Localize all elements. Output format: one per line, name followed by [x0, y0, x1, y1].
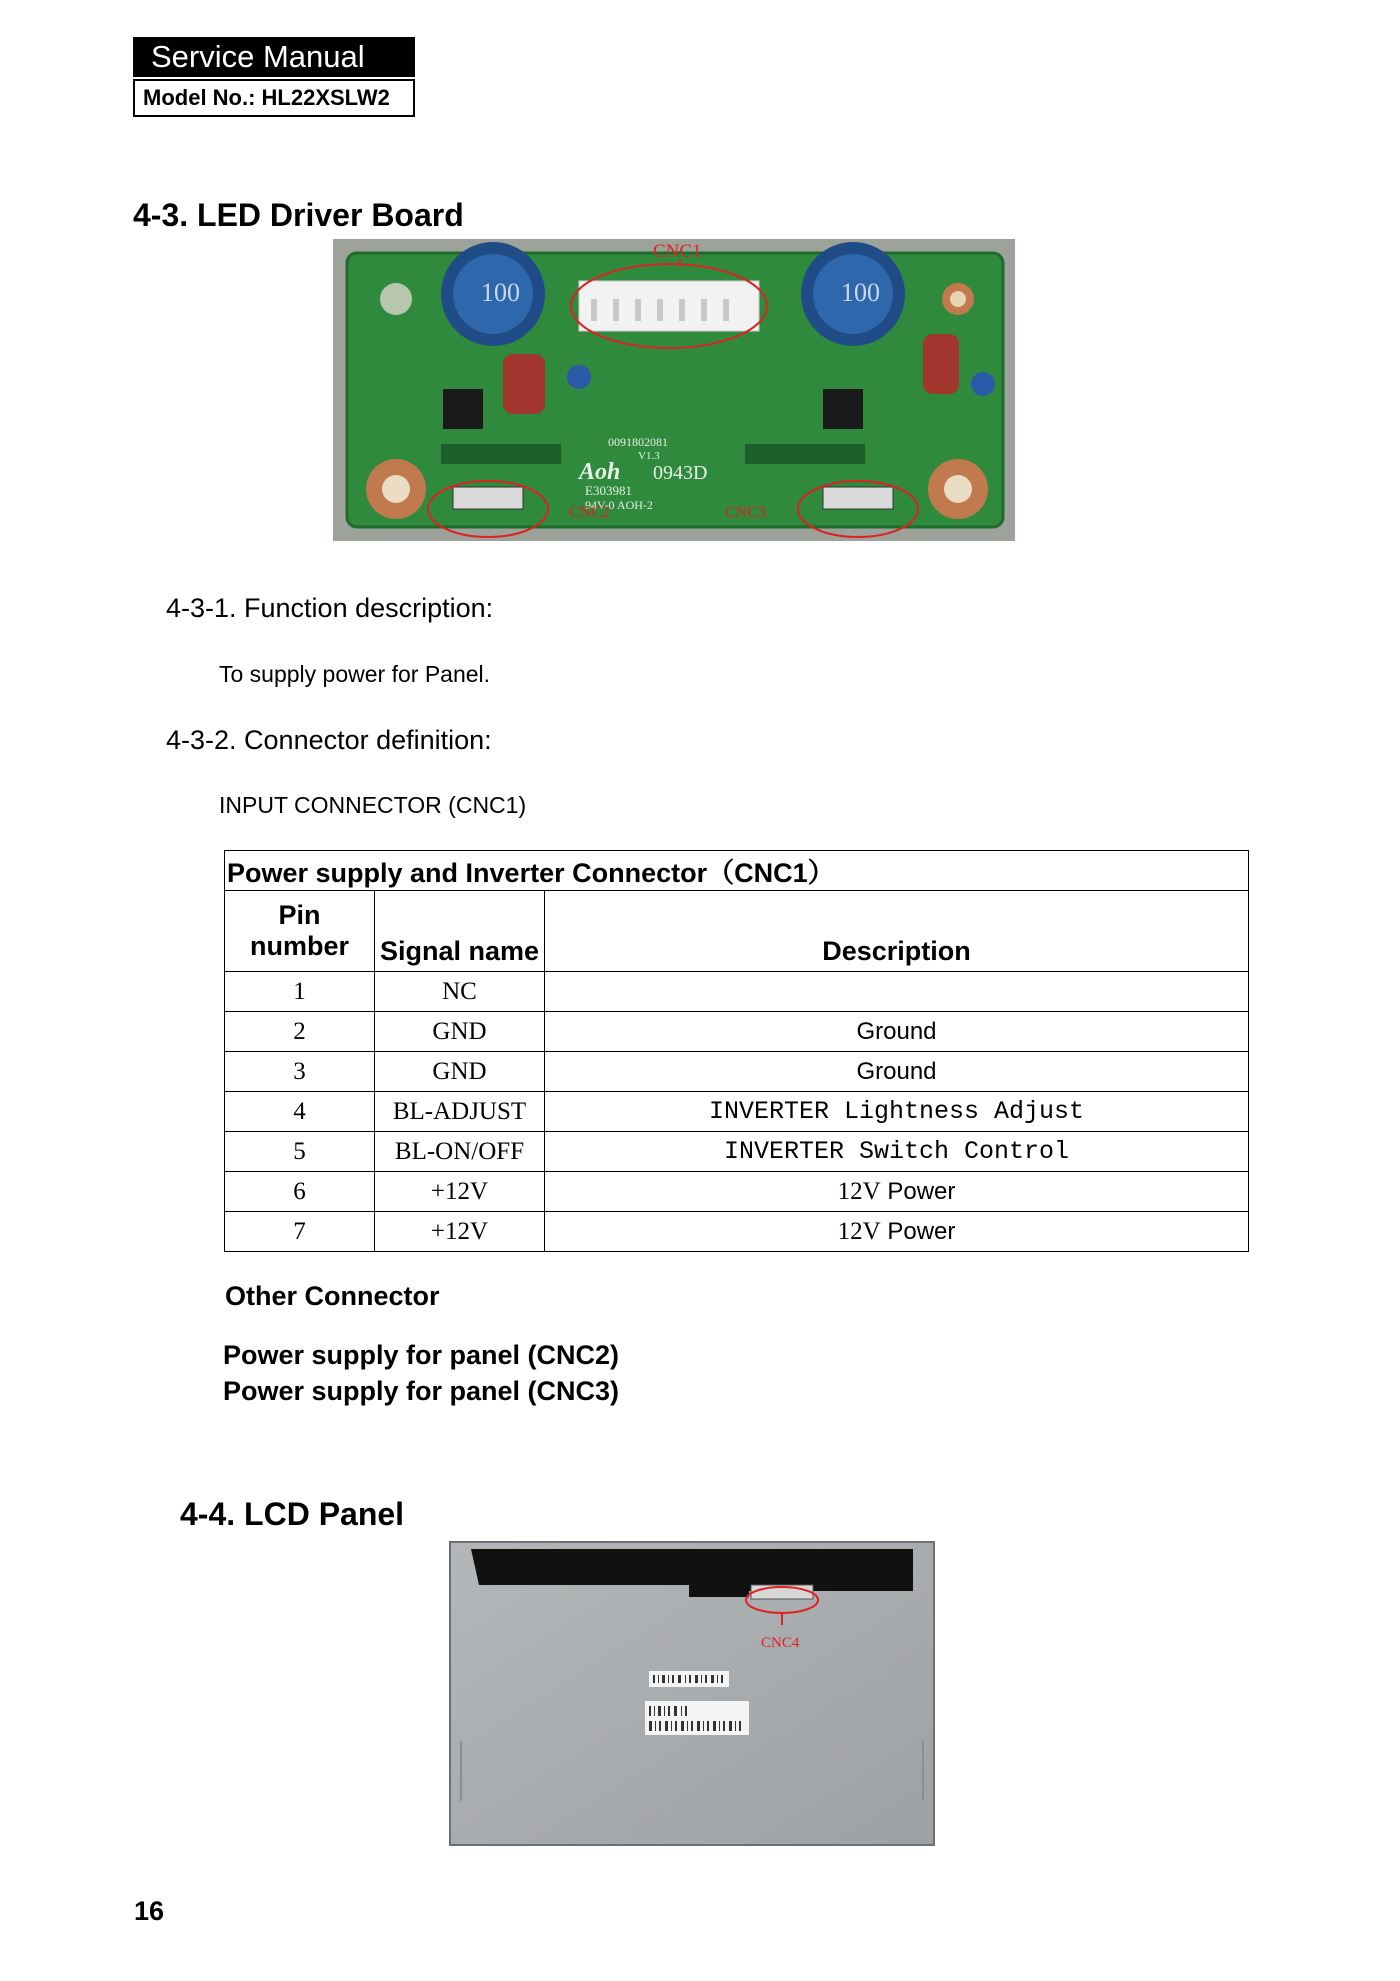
description-value: 12V	[837, 1217, 881, 1245]
cnc3-connector	[823, 487, 893, 509]
header-description: Description	[545, 891, 1249, 972]
ic-chip	[823, 389, 863, 429]
description-cell	[545, 1172, 1249, 1212]
pin-number-cell: 3	[225, 1052, 375, 1092]
description-text: INVERTER Lightness Adjust	[708, 1097, 1085, 1126]
section-title-lcd-panel: 4-4. LCD Panel	[180, 1496, 405, 1532]
pcb-date: 0943D	[653, 462, 708, 484]
connector-definition-title: 4-3-2. Connector definition:	[166, 725, 492, 755]
pcb-code: 0091802081	[608, 435, 668, 449]
header-pin-line2: number	[249, 931, 349, 961]
ic-chip	[443, 389, 483, 429]
inductor-label: 100	[481, 278, 520, 307]
description-cell	[545, 1132, 1249, 1172]
table-row	[225, 1132, 1249, 1172]
cnc4-callout: CNC4	[761, 1635, 800, 1651]
table-row	[225, 1052, 1249, 1092]
header-signal-name: Signal name	[375, 891, 545, 972]
cnc1-pin-table	[224, 850, 1249, 1252]
signal-name-cell: +12V	[375, 1212, 545, 1252]
page-number: 16	[134, 1896, 165, 1926]
signal-name-cell: GND	[375, 1052, 545, 1092]
input-connector-label: INPUT CONNECTOR (CNC1)	[219, 792, 527, 818]
description-cell	[545, 1092, 1249, 1132]
pcb-version: V1.3	[638, 450, 660, 462]
table-row	[225, 1212, 1249, 1252]
cnc3-callout: CNC3	[725, 504, 766, 521]
capacitor	[923, 334, 959, 394]
description-text: INVERTER Switch Control	[723, 1137, 1070, 1166]
lcd-panel-photo	[449, 1541, 935, 1846]
header-pin-number	[225, 891, 375, 972]
led-driver-board-photo	[333, 239, 1015, 541]
function-description-text: To supply power for Panel.	[219, 661, 491, 687]
description-unit: Power	[880, 1217, 956, 1245]
description-text: Ground	[856, 1057, 937, 1085]
inductor-label: 100	[841, 278, 880, 307]
capacitor	[503, 354, 545, 414]
cnc2-callout: CNC2	[569, 504, 610, 521]
manual-title: Service Manual	[133, 37, 415, 77]
table-caption: Power supply and Inverter Connector（CNC1）	[225, 851, 1249, 891]
signal-name-cell: GND	[375, 1012, 545, 1052]
signal-name-cell: +12V	[375, 1172, 545, 1212]
table-row	[225, 1172, 1249, 1212]
other-connector-cnc3: Power supply for panel (CNC3)	[223, 1376, 620, 1406]
mount-hole	[380, 283, 412, 315]
other-connector-cnc2: Power supply for panel (CNC2)	[223, 1340, 620, 1370]
description-cell	[545, 1012, 1249, 1052]
description-text: Ground	[856, 1017, 937, 1045]
description-value: 12V	[837, 1177, 881, 1205]
cnc1-callout: CNC1	[653, 241, 702, 262]
signal-name-cell: BL-ADJUST	[375, 1092, 545, 1132]
pcb-board-id: 94V-0 AOH-2	[585, 498, 653, 512]
header-pin-line1: Pin	[278, 900, 321, 930]
table-row	[225, 972, 1249, 1012]
table-row	[225, 1012, 1249, 1052]
description-unit: Power	[880, 1177, 956, 1205]
signal-name-cell: BL-ON/OFF	[375, 1132, 545, 1172]
pin-number-cell: 7	[225, 1212, 375, 1252]
signal-name-cell: NC	[375, 972, 545, 1012]
model-number: Model No.: HL22XSLW2	[133, 79, 415, 117]
pin-number-cell: 6	[225, 1172, 375, 1212]
description-cell	[545, 972, 1249, 1012]
pin-number-cell: 1	[225, 972, 375, 1012]
function-description-title: 4-3-1. Function description:	[166, 593, 494, 623]
pin-number-cell: 5	[225, 1132, 375, 1172]
description-cell	[545, 1212, 1249, 1252]
other-connector-title: Other Connector	[225, 1281, 440, 1311]
pin-number-cell: 4	[225, 1092, 375, 1132]
cnc1-connector	[579, 281, 759, 331]
description-cell	[545, 1052, 1249, 1092]
lcd-panel-illustration	[449, 1541, 935, 1846]
pcb-e-number: E303981	[585, 483, 632, 498]
pcb-brand: Aoh	[579, 459, 621, 485]
pin-number-cell: 2	[225, 1012, 375, 1052]
pcb-illustration	[333, 239, 1015, 541]
table-row	[225, 1092, 1249, 1132]
cnc2-connector	[453, 487, 523, 509]
section-title-led-driver: 4-3. LED Driver Board	[133, 197, 464, 233]
